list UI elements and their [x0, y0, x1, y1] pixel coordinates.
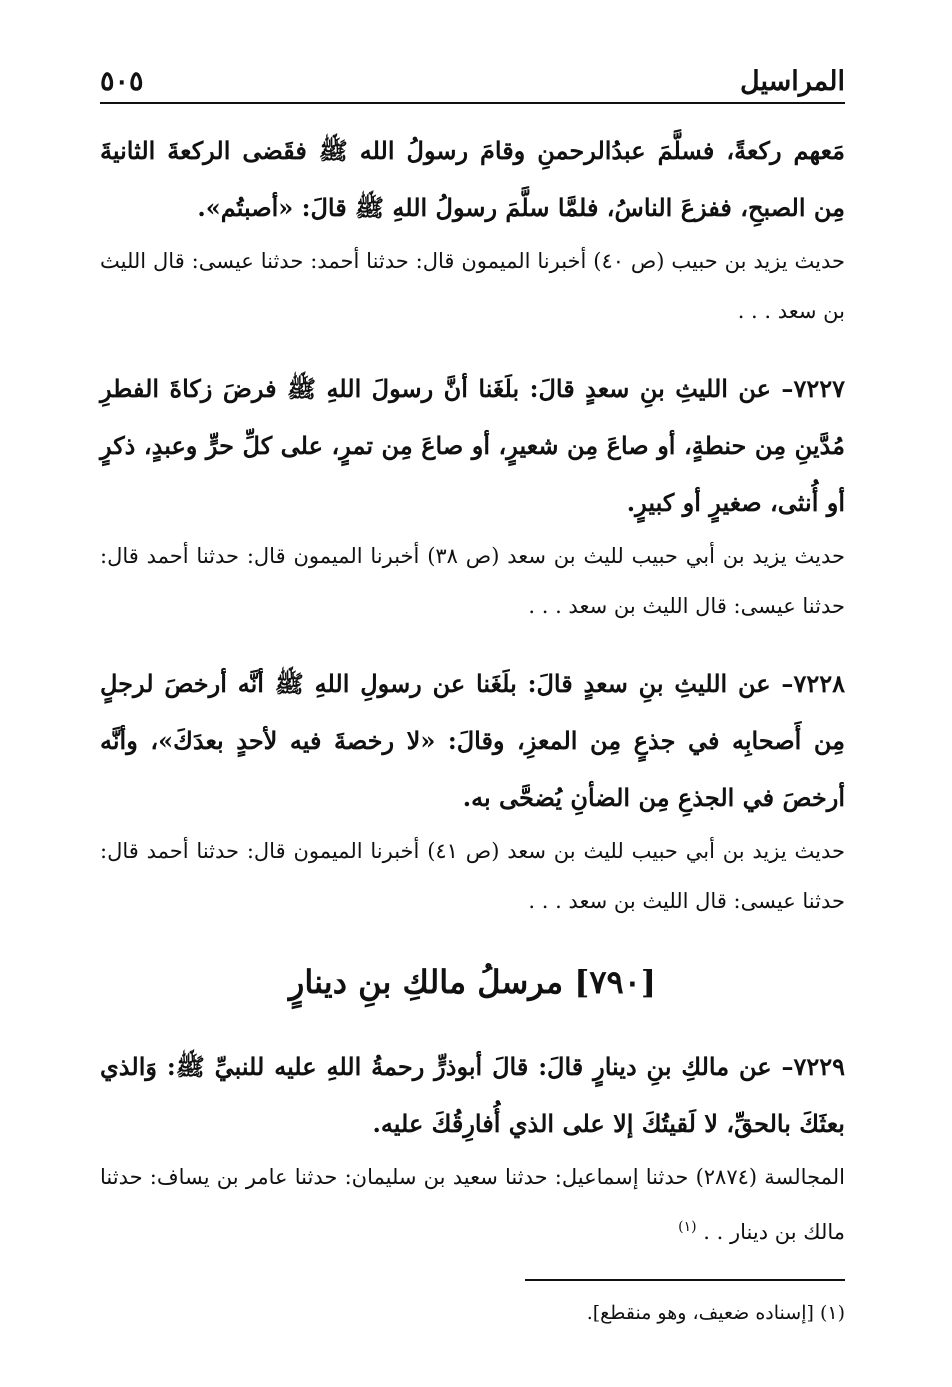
page	[100, 60, 845, 1333]
footnote-rule	[525, 1279, 845, 1281]
hadith-source	[100, 1152, 845, 1257]
hadith-source-text: المجالسة (٢٨٧٤) حدثنا إسماعيل: حدثنا سعيد بن سليمان: حدثنا عامر بن يساف: حدثنا مالك بن دينار . .	[100, 1165, 845, 1244]
running-title: المراسيل	[740, 66, 845, 97]
hadith-text: ٧٢٢٨– عن الليثِ بنِ سعدٍ قالَ: بلَغَنا عن رسولِ اللهِ ﷺ أنَّه أرخصَ لرجلٍ مِن أَصحابِه في جذعٍ مِن المعزِ، وقالَ: «لا رخصةَ فيه لأحدٍ بعدَكَ»، وأنَّه أرخصَ في الجذعِ مِن الضأنِ يُضحَّى به.	[100, 669, 845, 812]
hadith-text: مَعهم ركعةً، فسلَّمَ عبدُالرحمنِ وقامَ رسولُ الله ﷺ فقَضى الركعةَ الثانيةَ مِن الصبحِ، ففزعَ الناسُ، فلمَّا سلَّمَ رسولُ اللهِ ﷺ قالَ: «أصبتُم».	[100, 136, 845, 222]
page-number: ٥٠٥	[100, 66, 144, 97]
footnote: (١) [إسناده ضعيف، وهو منقطع].	[586, 1302, 845, 1324]
hadith-source: حديث يزيد بن أبي حبيب لليث بن سعد (ص ٤١) أخبرنا الميمون قال: حدثنا أحمد قال: حدثنا عيسى: قال الليث بن سعد . . .	[100, 839, 845, 913]
page-content	[100, 122, 845, 1333]
spacer	[100, 336, 845, 360]
hadith-text: ٧٢٢٩– عن مالكِ بنِ دينارٍ قالَ: قالَ أبوذرٍّ رحمةُ اللهِ عليه للنبيِّ ﷺ: وَالذي بعثَكَ بالحقِّ، لا لَقيتُكَ إلا على الذي أُفارِقُكَ عليه.	[100, 1052, 845, 1138]
hadith-source: حديث يزيد بن حبيب (ص ٤٠) أخبرنا الميمون قال: حدثنا أحمد: حدثنا عيسى: قال الليث بن سعد . . .	[100, 249, 845, 323]
footnote-marker: (١)	[678, 1219, 697, 1235]
spacer	[100, 631, 845, 655]
page-header	[100, 60, 845, 102]
chapter-heading: [٧٩٠] مرسلُ مالكِ بنِ دينارٍ	[288, 963, 657, 1001]
header-rule	[100, 102, 845, 104]
hadith-text: ٧٢٢٧– عن الليثِ بنِ سعدٍ قالَ: بلَغَنا أنَّ رسولَ اللهِ ﷺ فرضَ زكاةَ الفطرِ مُدَّينِ مِن حنطةٍ، أو صاعَ مِن شعيرٍ، أو صاعَ مِن تمرٍ، على كلِّ حرٍّ وعبدٍ، ذكرٍ أو أُنثى، صغيرٍ أو كبيرٍ.	[100, 374, 845, 517]
hadith-source: حديث يزيد بن أبي حبيب لليث بن سعد (ص ٣٨) أخبرنا الميمون قال: حدثنا أحمد قال: حدثنا عيسى: قال الليث بن سعد . . .	[100, 544, 845, 618]
